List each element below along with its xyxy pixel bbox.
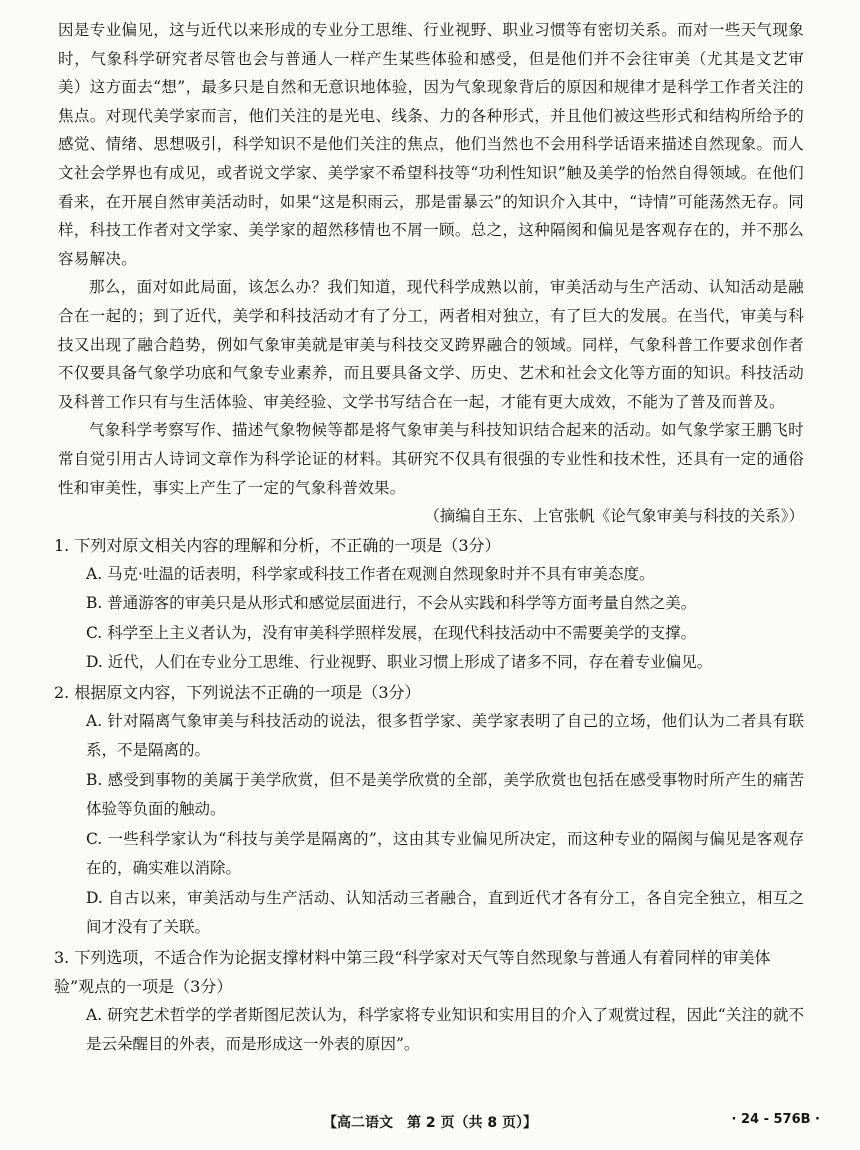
question-1-stem: 1. 下列对原文相关内容的理解和分析，不正确的一项是（3分） bbox=[54, 535, 501, 555]
question-2-option-c: C. 一些科学家认为“科技与美学是隔离的”，这由其专业偏见所决定，而这种专业的隔阂与偏见是客观存在的，确实难以消除。 bbox=[86, 829, 804, 878]
question-3-stem: 3. 下列选项，不适合作为论据支撑材料中第三段“科学家对天气等自然现象与普通人有着同样的审美体验”观点的一项是（3分） bbox=[54, 947, 771, 996]
question-2-stem: 2. 根据原文内容，下列说法不正确的一项是（3分） bbox=[54, 682, 421, 702]
question-3-option-a: A. 研究艺术哲学的学者斯图尼茨认为，科学家将专业知识和实用目的介入了观赏过程，因此“关注的就不是云朵醒目的外表，而是形成这一外表的原因”。 bbox=[86, 1005, 804, 1054]
question-1-option-b: B. 普通游客的审美只是从形式和感觉层面进行，不会从实践和科学等方面考量自然之美。 bbox=[86, 594, 697, 613]
page-content bbox=[54, 16, 804, 1060]
page-footer bbox=[0, 1112, 860, 1136]
passage-source: （摘编自王东、上官张帆《论气象审美与科技的关系》） bbox=[424, 507, 804, 526]
passage-paragraph: 气象科学考察写作、描述气象物候等都是将气象审美与科技知识结合起来的活动。如气象学家王鹏飞时常自觉引用古人诗词文章作为科学论证的材料。其研究不仅具有很强的专业性和技术性，还具有一定的通俗性和审美性，事实上产生了一定的气象科普效果。 bbox=[58, 421, 804, 497]
question-1-option-a: A. 马克·吐温的话表明，科学家或科技工作者在观测自然现象时并不具有审美态度。 bbox=[86, 564, 655, 583]
question-1-option-d: D. 近代，人们在专业分工思维、行业视野、职业习惯上形成了诸多不同，存在着专业偏见。 bbox=[86, 653, 713, 672]
question-2-option-d: D. 自古以来，审美活动与生产活动、认知活动三者融合，直到近代才各有分工，各自完全独立，相互之间才没有了关联。 bbox=[86, 888, 804, 937]
question-2-option-b: B. 感受到事物的美属于美学欣赏，但不是美学欣赏的全部，美学欣赏也包括在感受事物时所产生的痛苦体验等负面的触动。 bbox=[86, 770, 804, 819]
footer-exam-code: · 24 - 576B · bbox=[731, 1112, 820, 1127]
question-1-option-c: C. 科学至上主义者认为，没有审美科学照样发展，在现代科技活动中不需要美学的支撑。 bbox=[86, 623, 697, 642]
footer-page-label: 【高二语文 第 2 页（共 8 页）】 bbox=[323, 1115, 537, 1131]
question-2-option-a: A. 针对隔离气象审美与科技活动的说法，很多哲学家、美学家表明了自己的立场，他们认为二者具有联系，不是隔离的。 bbox=[86, 711, 804, 760]
passage-paragraph-continued: 因是专业偏见，这与近代以来形成的专业分工思维、行业视野、职业习惯等有密切关系。而对一些天气现象时，气象科学研究者尽管也会与普通人一样产生某些体验和感受，但是他们并不会往审美（尤其是文艺审美）这方面去“想”，最多只是自然和无意识地体验，因为气象现象背后的原因和规律才是科学工作者关注的焦点。对现代美学家而言，他们关注的是光电、线条、力的各种形式，并且他们被这些形式和结构所给予的感觉、情绪、思想吸引，科学知识不是他们关注的焦点，他们当然也不会用科学话语来描述自然现象。而人文社会学界也有成见，或者说文学家、美学家不希望科技等“功利性知识”触及美学的怡然自得领域。在他们看来，在开展自然审美活动时，如果“这是积雨云，那是雷暴云”的知识介入其中，“诗情”可能荡然无存。同样，科技工作者对文学家、美学家的超然移情也不屑一顾。总之，这种隔阂和偏见是客观存在的，并不那么容易解决。 bbox=[58, 21, 804, 268]
passage-paragraph: 那么，面对如此局面，该怎么办？我们知道，现代科学成熟以前，审美活动与生产活动、认知活动是融合在一起的；到了近代，美学和科技活动才有了分工，两者相对独立，有了巨大的发展。在当代，审美与科技又出现了融合趋势，例如气象审美就是审美与科技交叉跨界融合的领域。同样，气象科普工作要求创作者不仅要具备气象学功底和气象专业素养，而且要具备文学、历史、艺术和社会文化等方面的知识。科技活动及科普工作只有与生活体验、审美经验、文学书写结合在一起，才能有更大成效，不能为了普及而普及。 bbox=[58, 278, 804, 411]
